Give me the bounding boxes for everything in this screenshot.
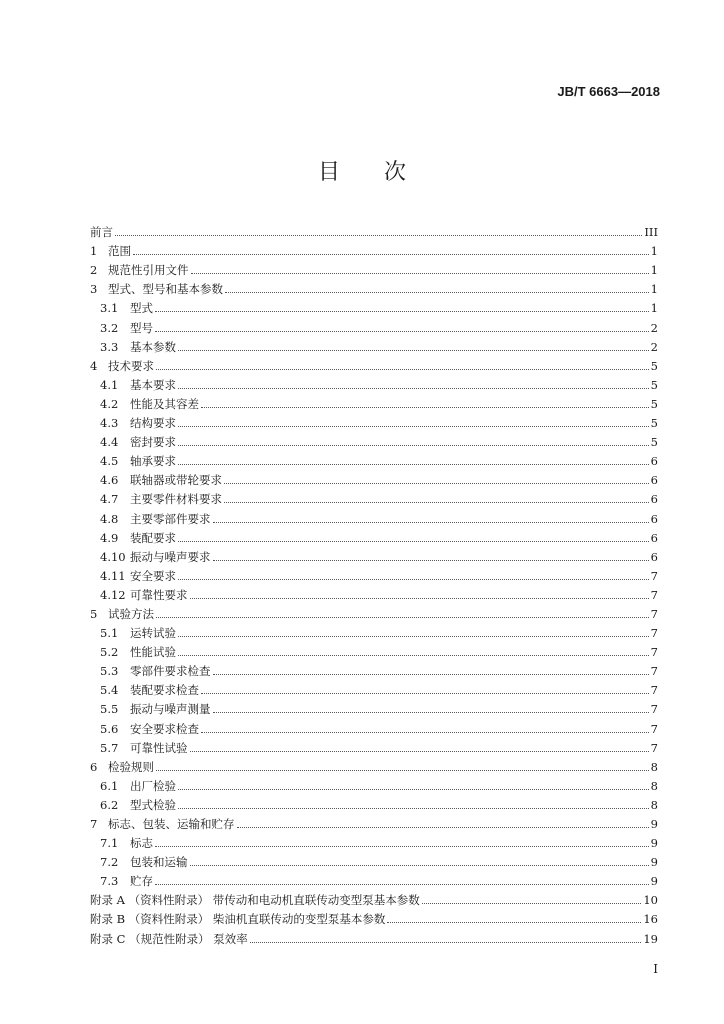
toc-entry-label: 主要零件材料要求 bbox=[130, 492, 222, 507]
toc-entry-page: 9 bbox=[650, 855, 658, 870]
toc-entry-page: 7 bbox=[650, 568, 658, 583]
toc-leader-dots bbox=[178, 636, 649, 637]
toc-entry-page: 5 bbox=[650, 377, 658, 392]
title-char-2: 次 bbox=[384, 160, 407, 185]
toc-entry[interactable] bbox=[90, 602, 658, 621]
toc-entry-page: 8 bbox=[650, 778, 658, 793]
toc-entry-page: 6 bbox=[650, 530, 658, 545]
toc-entry-label: 出厂检验 bbox=[130, 778, 176, 793]
toc-leader-dots bbox=[387, 922, 641, 923]
toc-entry-page: 5 bbox=[650, 416, 658, 431]
toc-entry-number: 4.1 bbox=[100, 377, 119, 392]
toc-entry-page: 7 bbox=[650, 721, 658, 736]
toc-entry-label: 范围 bbox=[108, 244, 131, 259]
toc-entry[interactable] bbox=[90, 678, 658, 697]
toc-entry-label: 附录 A （资料性附录） 带传动和电动机直联传动变型泵基本参数 bbox=[90, 893, 420, 908]
title-char-1: 目 bbox=[317, 160, 340, 185]
toc-entry-number: 4.2 bbox=[100, 396, 119, 411]
toc-entry[interactable] bbox=[90, 640, 658, 659]
toc-entry-page: 7 bbox=[650, 645, 658, 660]
toc-entry-number: 3 bbox=[90, 282, 98, 297]
toc-entry-label: 基本要求 bbox=[130, 377, 176, 392]
toc-entry-page: 10 bbox=[643, 893, 658, 908]
toc-entry-label: 结构要求 bbox=[130, 416, 176, 431]
toc-entry-page: 5 bbox=[650, 435, 658, 450]
toc-entry-page: 7 bbox=[650, 702, 658, 717]
toc-entry[interactable] bbox=[90, 621, 658, 640]
toc-leader-dots bbox=[155, 846, 649, 847]
toc-entry-label: 检验规则 bbox=[108, 759, 154, 774]
toc-entry[interactable] bbox=[90, 220, 658, 239]
toc-entry-page: III bbox=[644, 225, 658, 240]
standard-code: JB/T 6663—2018 bbox=[557, 84, 660, 99]
toc-leader-dots bbox=[191, 273, 649, 274]
toc-entry-number: 5.7 bbox=[100, 740, 119, 755]
toc-entry-number: 4.7 bbox=[100, 492, 119, 507]
toc-entry-label: 装配要求 bbox=[130, 530, 176, 545]
toc-leader-dots bbox=[115, 235, 642, 236]
toc-entry-number: 7.1 bbox=[100, 836, 119, 851]
toc-leader-dots bbox=[178, 541, 649, 542]
toc-entry-number: 5.6 bbox=[100, 721, 119, 736]
toc-entry[interactable] bbox=[90, 277, 658, 296]
table-of-contents bbox=[90, 220, 658, 946]
toc-entry-page: 1 bbox=[650, 301, 658, 316]
toc-entry-number: 7.3 bbox=[100, 874, 119, 889]
toc-entry[interactable] bbox=[90, 487, 658, 506]
toc-leader-dots bbox=[224, 502, 649, 503]
toc-entry-label: 安全要求检查 bbox=[130, 721, 199, 736]
toc-entry-label: 规范性引用文件 bbox=[108, 263, 189, 278]
toc-entry-label: 运转试验 bbox=[130, 626, 176, 641]
toc-leader-dots bbox=[155, 311, 649, 312]
toc-entry-label: 振动与噪声测量 bbox=[130, 702, 211, 717]
toc-entry-label: 性能及其容差 bbox=[130, 396, 199, 411]
toc-leader-dots bbox=[178, 579, 649, 580]
toc-leader-dots bbox=[178, 388, 649, 389]
toc-entry[interactable] bbox=[90, 812, 658, 831]
toc-entry-number: 4.8 bbox=[100, 511, 119, 526]
toc-entry[interactable] bbox=[90, 774, 658, 793]
toc-leader-dots bbox=[225, 292, 649, 293]
toc-entry[interactable] bbox=[90, 716, 658, 735]
toc-entry[interactable] bbox=[90, 545, 658, 564]
toc-entry-page: 9 bbox=[650, 817, 658, 831]
toc-entry-label: 可靠性试验 bbox=[130, 740, 188, 755]
toc-entry-number: 5.3 bbox=[100, 664, 119, 679]
toc-entry-number: 3.1 bbox=[100, 301, 119, 316]
toc-entry-page: 7 bbox=[650, 683, 658, 698]
toc-entry-label: 基本参数 bbox=[130, 339, 176, 354]
toc-entry-label: 型式 bbox=[130, 301, 153, 316]
toc-leader-dots bbox=[156, 617, 649, 618]
toc-leader-dots bbox=[213, 560, 649, 561]
toc-entry-label: 标志 bbox=[130, 836, 153, 851]
toc-entry[interactable] bbox=[90, 755, 658, 774]
toc-entry-page: 5 bbox=[650, 358, 658, 373]
toc-leader-dots bbox=[190, 751, 649, 752]
toc-leader-dots bbox=[201, 693, 649, 694]
toc-leader-dots bbox=[133, 254, 649, 255]
toc-leader-dots bbox=[201, 407, 649, 408]
toc-entry[interactable] bbox=[90, 296, 658, 315]
toc-entry-page: 7 bbox=[650, 587, 658, 602]
toc-entry-label: 密封要求 bbox=[130, 435, 176, 450]
toc-leader-dots bbox=[178, 808, 649, 809]
toc-leader-dots bbox=[250, 942, 642, 943]
toc-entry-page: 7 bbox=[650, 626, 658, 641]
toc-leader-dots bbox=[178, 350, 649, 351]
toc-entry[interactable] bbox=[90, 697, 658, 716]
toc-leader-dots bbox=[224, 483, 649, 484]
toc-leader-dots bbox=[156, 770, 649, 771]
toc-entry[interactable] bbox=[90, 831, 658, 850]
toc-entry-label: 附录 B （资料性附录） 柴油机直联传动的变型泵基本参数 bbox=[90, 912, 386, 927]
toc-entry[interactable] bbox=[90, 258, 658, 277]
toc-entry-label: 附录 C （规范性附录） 泵效率 bbox=[90, 931, 248, 946]
toc-entry-page: 2 bbox=[650, 339, 658, 354]
toc-leader-dots bbox=[422, 903, 642, 904]
toc-entry-label: 安全要求 bbox=[130, 568, 176, 583]
toc-entry-label: 型号 bbox=[130, 320, 153, 335]
toc-entry-number: 3.2 bbox=[100, 320, 119, 335]
toc-entry-number: 7.2 bbox=[100, 855, 119, 870]
toc-entry-number: 5 bbox=[90, 606, 98, 621]
toc-entry-number: 4.10 bbox=[100, 549, 126, 564]
toc-entry-number: 5.5 bbox=[100, 702, 119, 717]
page-title bbox=[0, 155, 724, 186]
toc-entry-page: 1 bbox=[650, 244, 658, 259]
toc-entry-number: 4.3 bbox=[100, 416, 119, 431]
toc-entry-number: 4.9 bbox=[100, 530, 119, 545]
toc-entry[interactable] bbox=[90, 888, 658, 907]
toc-entry-number: 5.1 bbox=[100, 626, 119, 641]
toc-entry-page: 5 bbox=[650, 396, 658, 411]
toc-entry-label: 贮存 bbox=[130, 874, 153, 889]
toc-entry[interactable] bbox=[90, 411, 658, 430]
toc-entry-number: 4.5 bbox=[100, 454, 119, 469]
toc-entry[interactable] bbox=[90, 907, 658, 926]
toc-leader-dots bbox=[213, 522, 649, 523]
toc-entry[interactable] bbox=[90, 373, 658, 392]
toc-leader-dots bbox=[190, 865, 649, 866]
toc-entry[interactable] bbox=[90, 793, 658, 812]
toc-entry-label: 轴承要求 bbox=[130, 454, 176, 469]
toc-entry-number: 2 bbox=[90, 263, 98, 278]
toc-entry-page: 8 bbox=[650, 759, 658, 774]
toc-entry-page: 7 bbox=[650, 740, 658, 755]
toc-entry-page: 6 bbox=[650, 511, 658, 526]
toc-leader-dots bbox=[178, 789, 649, 790]
toc-entry-label: 联轴器或带轮要求 bbox=[130, 473, 222, 488]
toc-entry-number: 4.11 bbox=[100, 568, 126, 583]
toc-entry[interactable] bbox=[90, 526, 658, 545]
footer-page-number: I bbox=[653, 962, 658, 976]
toc-entry-number: 1 bbox=[90, 244, 98, 259]
toc-entry-label: 可靠性要求 bbox=[130, 587, 188, 602]
toc-entry-page: 7 bbox=[650, 664, 658, 679]
toc-leader-dots bbox=[155, 331, 649, 332]
toc-entry-label: 型式检验 bbox=[130, 797, 176, 812]
toc-leader-dots bbox=[178, 464, 649, 465]
toc-entry[interactable] bbox=[90, 850, 658, 869]
toc-entry-label: 振动与噪声要求 bbox=[130, 549, 211, 564]
toc-leader-dots bbox=[178, 655, 649, 656]
toc-leader-dots bbox=[201, 732, 649, 733]
toc-entry-label: 型式、型号和基本参数 bbox=[108, 282, 223, 297]
toc-entry-page: 6 bbox=[650, 454, 658, 469]
toc-entry[interactable] bbox=[90, 354, 658, 373]
toc-entry-page: 1 bbox=[650, 263, 658, 278]
toc-entry[interactable] bbox=[90, 659, 658, 678]
toc-entry[interactable] bbox=[90, 239, 658, 258]
toc-leader-dots bbox=[178, 426, 649, 427]
toc-entry-number: 3.3 bbox=[100, 339, 119, 354]
toc-entry-number: 4 bbox=[90, 358, 98, 373]
toc-leader-dots bbox=[213, 712, 649, 713]
toc-entry-page: 6 bbox=[650, 492, 658, 507]
toc-leader-dots bbox=[178, 445, 649, 446]
toc-entry-label: 主要零部件要求 bbox=[130, 511, 211, 526]
toc-entry-label: 前言 bbox=[90, 225, 113, 240]
toc-entry[interactable] bbox=[90, 926, 658, 945]
toc-entry-page: 6 bbox=[650, 473, 658, 488]
toc-entry-page: 7 bbox=[650, 606, 658, 621]
toc-entry-number: 4.6 bbox=[100, 473, 119, 488]
toc-entry[interactable] bbox=[90, 430, 658, 449]
toc-entry-number: 6 bbox=[90, 759, 98, 774]
toc-leader-dots bbox=[213, 674, 649, 675]
toc-entry-page: 2 bbox=[650, 320, 658, 335]
toc-leader-dots bbox=[155, 884, 649, 885]
toc-entry-page: 9 bbox=[650, 836, 658, 851]
toc-leader-dots bbox=[190, 598, 649, 599]
toc-entry-label: 包装和运输 bbox=[130, 855, 188, 870]
toc-entry-label: 技术要求 bbox=[108, 358, 154, 373]
toc-entry[interactable] bbox=[90, 449, 658, 468]
toc-entry-page: 6 bbox=[650, 549, 658, 564]
toc-entry-label: 装配要求检查 bbox=[130, 683, 199, 698]
toc-entry-number: 5.2 bbox=[100, 645, 119, 660]
toc-entry[interactable] bbox=[90, 392, 658, 411]
toc-entry-number: 4.12 bbox=[100, 587, 126, 602]
toc-entry-number: 5.4 bbox=[100, 683, 119, 698]
toc-entry-page: 8 bbox=[650, 797, 658, 812]
toc-entry-number: 7 bbox=[90, 817, 98, 831]
toc-entry-page: 16 bbox=[643, 912, 658, 927]
toc-entry-label: 试验方法 bbox=[108, 606, 154, 621]
toc-entry[interactable] bbox=[90, 335, 658, 354]
toc-entry-page: 9 bbox=[650, 874, 658, 889]
toc-entry[interactable] bbox=[90, 468, 658, 487]
toc-entry[interactable] bbox=[90, 506, 658, 525]
toc-entry-number: 4.4 bbox=[100, 435, 119, 450]
toc-entry[interactable] bbox=[90, 583, 658, 602]
toc-entry-label: 零部件要求检查 bbox=[130, 664, 211, 679]
toc-entry[interactable] bbox=[90, 869, 658, 888]
toc-entry-label: 标志、包装、运输和贮存 bbox=[108, 817, 235, 831]
toc-entry-number: 6.1 bbox=[100, 778, 119, 793]
toc-leader-dots bbox=[156, 369, 649, 370]
toc-entry-page: 19 bbox=[643, 931, 658, 946]
toc-entry-page: 1 bbox=[650, 282, 658, 297]
toc-entry-label: 性能试验 bbox=[130, 645, 176, 660]
toc-entry[interactable] bbox=[90, 315, 658, 334]
toc-entry-number: 6.2 bbox=[100, 797, 119, 812]
toc-entry[interactable] bbox=[90, 564, 658, 583]
toc-entry[interactable] bbox=[90, 736, 658, 755]
toc-leader-dots bbox=[237, 827, 649, 828]
